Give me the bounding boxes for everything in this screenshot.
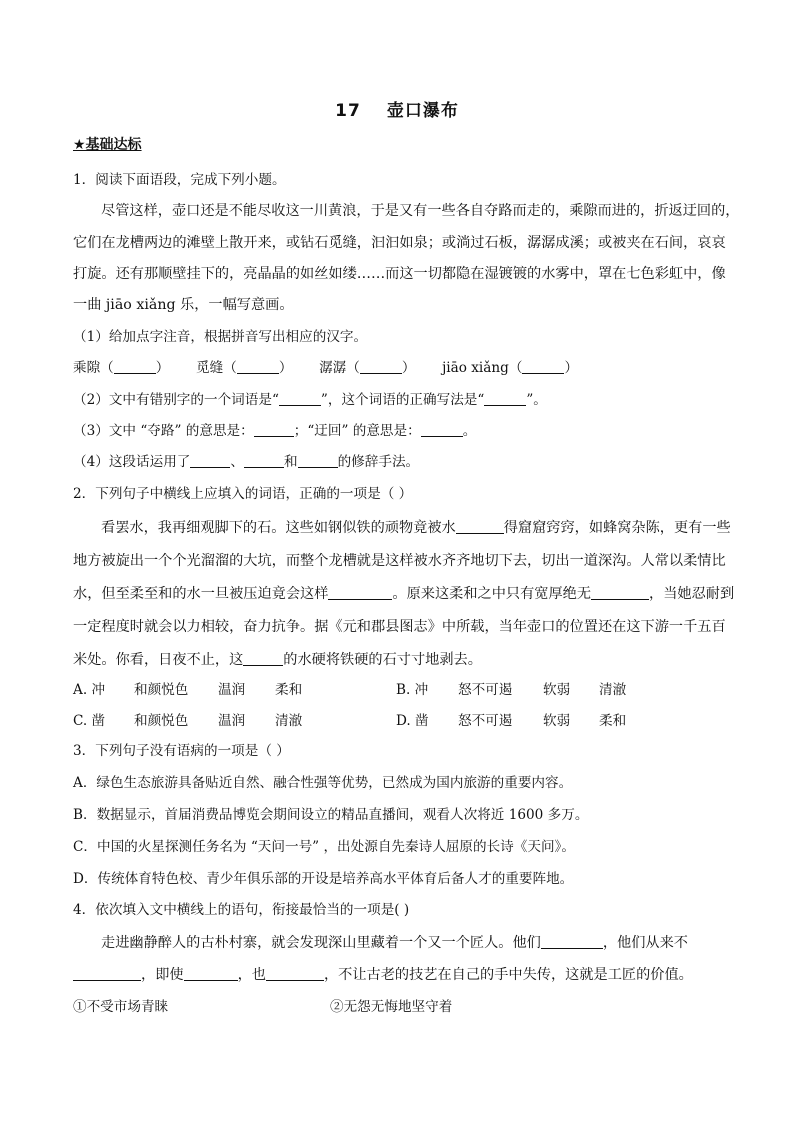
q3-option-c[interactable]: C．中国的火星探测任务名为 “天问一号” ，出处源自先秦诗人屈原的长诗《天问》。 [73,839,575,855]
option-word: 软弱 [543,713,571,729]
q3-stem: 3．下列句子没有语病的一项是（ ） [73,743,290,759]
answer-blank[interactable] [591,585,649,600]
q2-text: 水，但至柔至和的水一旦被压迫竟会这样 [73,586,329,602]
pinyin-item-2: 觅缝（ [196,360,237,376]
answer-blank[interactable] [456,519,504,534]
bracket-close: ） [278,360,293,376]
option-word: 柔和 [275,682,303,698]
answer-blank[interactable] [266,966,324,981]
answer-blank[interactable] [114,359,156,374]
answer-blank[interactable] [244,453,284,468]
answer-blank[interactable] [541,934,603,949]
bracket-close: ） [564,360,579,376]
page-title [0,96,794,121]
q2-text: 的水硬将铁硬的石寸寸地剥去。 [283,652,482,668]
pinyin-item-4: jiāo xiǎng（ [442,360,523,376]
q1-sub4-text: 和 [284,454,298,470]
q4-text: ，也 [237,967,266,983]
q4-text: ，他们从来不 [602,935,688,951]
q4-choice-1: ①不受市场青睐 [73,999,169,1015]
option-word: 清澈 [275,713,303,729]
option-label: C. 凿 [73,713,106,729]
bracket-close: ） [155,360,170,376]
q1-sub4 [73,452,733,472]
option-label: B. 冲 [396,682,429,698]
q2-stem: 2．下列句子中横线上应填入的词语，正确的一项是（ ） [73,486,413,502]
q2-passage-line-2: 地方被旋出一个个光溜溜的大坑，而整个龙槽就是这样被水齐齐地切下去，切出一道深沟。人常以柔情比 [73,553,726,569]
q1-sub3-text: 。 [462,423,477,439]
lesson-number: 17 [335,101,361,121]
answer-blank[interactable] [73,966,141,981]
q1-sub4-text: （4）这段话运用了 [73,454,191,470]
section-heading: ★基础达标 [73,137,142,153]
option-word: 柔和 [599,713,627,729]
option-label: A. 冲 [73,682,106,698]
lesson-title: 壶口瀑布 [386,101,459,121]
q3-option-d[interactable]: D．传统体育特色校、青少年俱乐部的开设是培养高水平体育后备人才的重要阵地。 [73,871,574,887]
q4-choice-2: ②无怨无悔地坚守着 [330,999,453,1015]
option-word: 温润 [218,713,246,729]
pinyin-item-1: 乘隙（ [73,360,114,376]
option-word: 清澈 [599,682,627,698]
q2-passage-line-5 [73,650,733,670]
answer-blank[interactable] [328,585,392,600]
q2-passage-line-4: 一定程度时就会以力相较，奋力抗争。据《元和郡县图志》中所载，当年壶口的位置还在这下游一千五百 [73,619,726,635]
q4-passage-line-1 [101,933,761,953]
q4-stem: 4．依次填入文中横线上的语句，衔接最恰当的一项是( ) [73,902,410,918]
q1-sub3-text: （3）文中 “夺路” 的意思是： [73,423,254,439]
answer-blank[interactable] [254,422,294,437]
q1-passage-line-2: 它们在龙槽两边的滩壁上散开来，或钻石觅缝，汩汩如泉；或淌过石板，潺潺成溪；或被夹在石间，哀哀 [73,235,726,251]
q4-text: ，不让古老的技艺在自己的手中失传，这就是工匠的价值。 [323,967,693,983]
answer-blank[interactable] [190,453,230,468]
option-word: 软弱 [543,682,571,698]
answer-blank[interactable] [484,391,526,406]
answer-blank[interactable] [184,966,238,981]
q2-text: 。原来这柔和之中只有宽厚绝无 [392,586,592,602]
q1-sub4-text: 的修辞手法。 [337,454,420,470]
q2-text: 得窟窟窍窍，如蜂窝杂陈，更有一些 [503,520,731,536]
q4-passage-line-2 [73,965,733,985]
q2-text: 看罢水，我再细观脚下的石。这些如钢似铁的顽物竟被水 [101,520,456,536]
q3-option-b[interactable]: B．数据显示，首届消费品博览会期间设立的精品直播间，观看人次将近 1600 多万。 [73,807,589,823]
q1-stem: 1．阅读下面语段，完成下列小题。 [73,172,286,188]
q1-sub2-text: （2）文中有错别字的一个词语是“ [73,392,279,408]
q1-sub2-text: ”。 [526,392,547,408]
answer-blank[interactable] [298,453,338,468]
q1-passage-line-1: 尽管这样，壶口还是不能尽收这一川黄浪，于是又有一些各自夺路而走的，乘隙而进的，折返迂回的， [101,203,740,219]
bracket-close: ） [401,360,416,376]
q3-option-a[interactable]: A．绿色生态旅游具备贴近自然、融合性强等优势，已然成为国内旅游的重要内容。 [73,775,573,791]
option-word: 和颜悦色 [134,713,189,729]
q1-sub3-text: ；“迂回” 的意思是： [293,423,421,439]
option-word: 温润 [218,682,246,698]
q1-sub2 [73,390,733,410]
answer-blank[interactable] [237,359,279,374]
answer-blank[interactable] [279,391,321,406]
q4-text: ，即使 [141,967,184,983]
q4-text: 走进幽静醉人的古朴村寨，就会发现深山里藏着一个又一个匠人。他们 [101,935,541,951]
q1-pinyin-row [73,358,733,378]
option-word: 怒不可遏 [458,713,513,729]
answer-blank[interactable] [421,422,463,437]
answer-blank[interactable] [243,651,283,666]
q2-passage-line-1 [101,518,761,538]
answer-blank[interactable] [360,359,402,374]
q1-sub4-text: 、 [230,454,244,470]
option-word: 怒不可遏 [458,682,513,698]
q2-passage-line-3 [73,584,733,604]
q2-text: 米处。你看，日夜不止，这 [73,652,244,668]
pinyin-item-3: 潺潺（ [319,360,360,376]
q1-passage-line-4: 一曲 jiāo xiǎng 乐，一幅写意画。 [73,297,294,313]
q1-sub2-text: ”，这个词语的正确写法是“ [320,392,485,408]
q1-passage-line-3: 打旋。还有那顺壁挂下的，亮晶晶的如丝如缕……而这一切都隐在湿镀镀的水雾中，罩在七色彩虹中，像 [73,266,726,282]
answer-blank[interactable] [522,359,564,374]
option-label: D. 凿 [396,713,429,729]
q2-text: ，当她忍耐到 [649,586,735,602]
option-word: 和颜悦色 [134,682,189,698]
q1-sub3 [73,421,733,441]
q1-sub1: （1）给加点字注音，根据拼音写出相应的汉字。 [73,329,368,345]
